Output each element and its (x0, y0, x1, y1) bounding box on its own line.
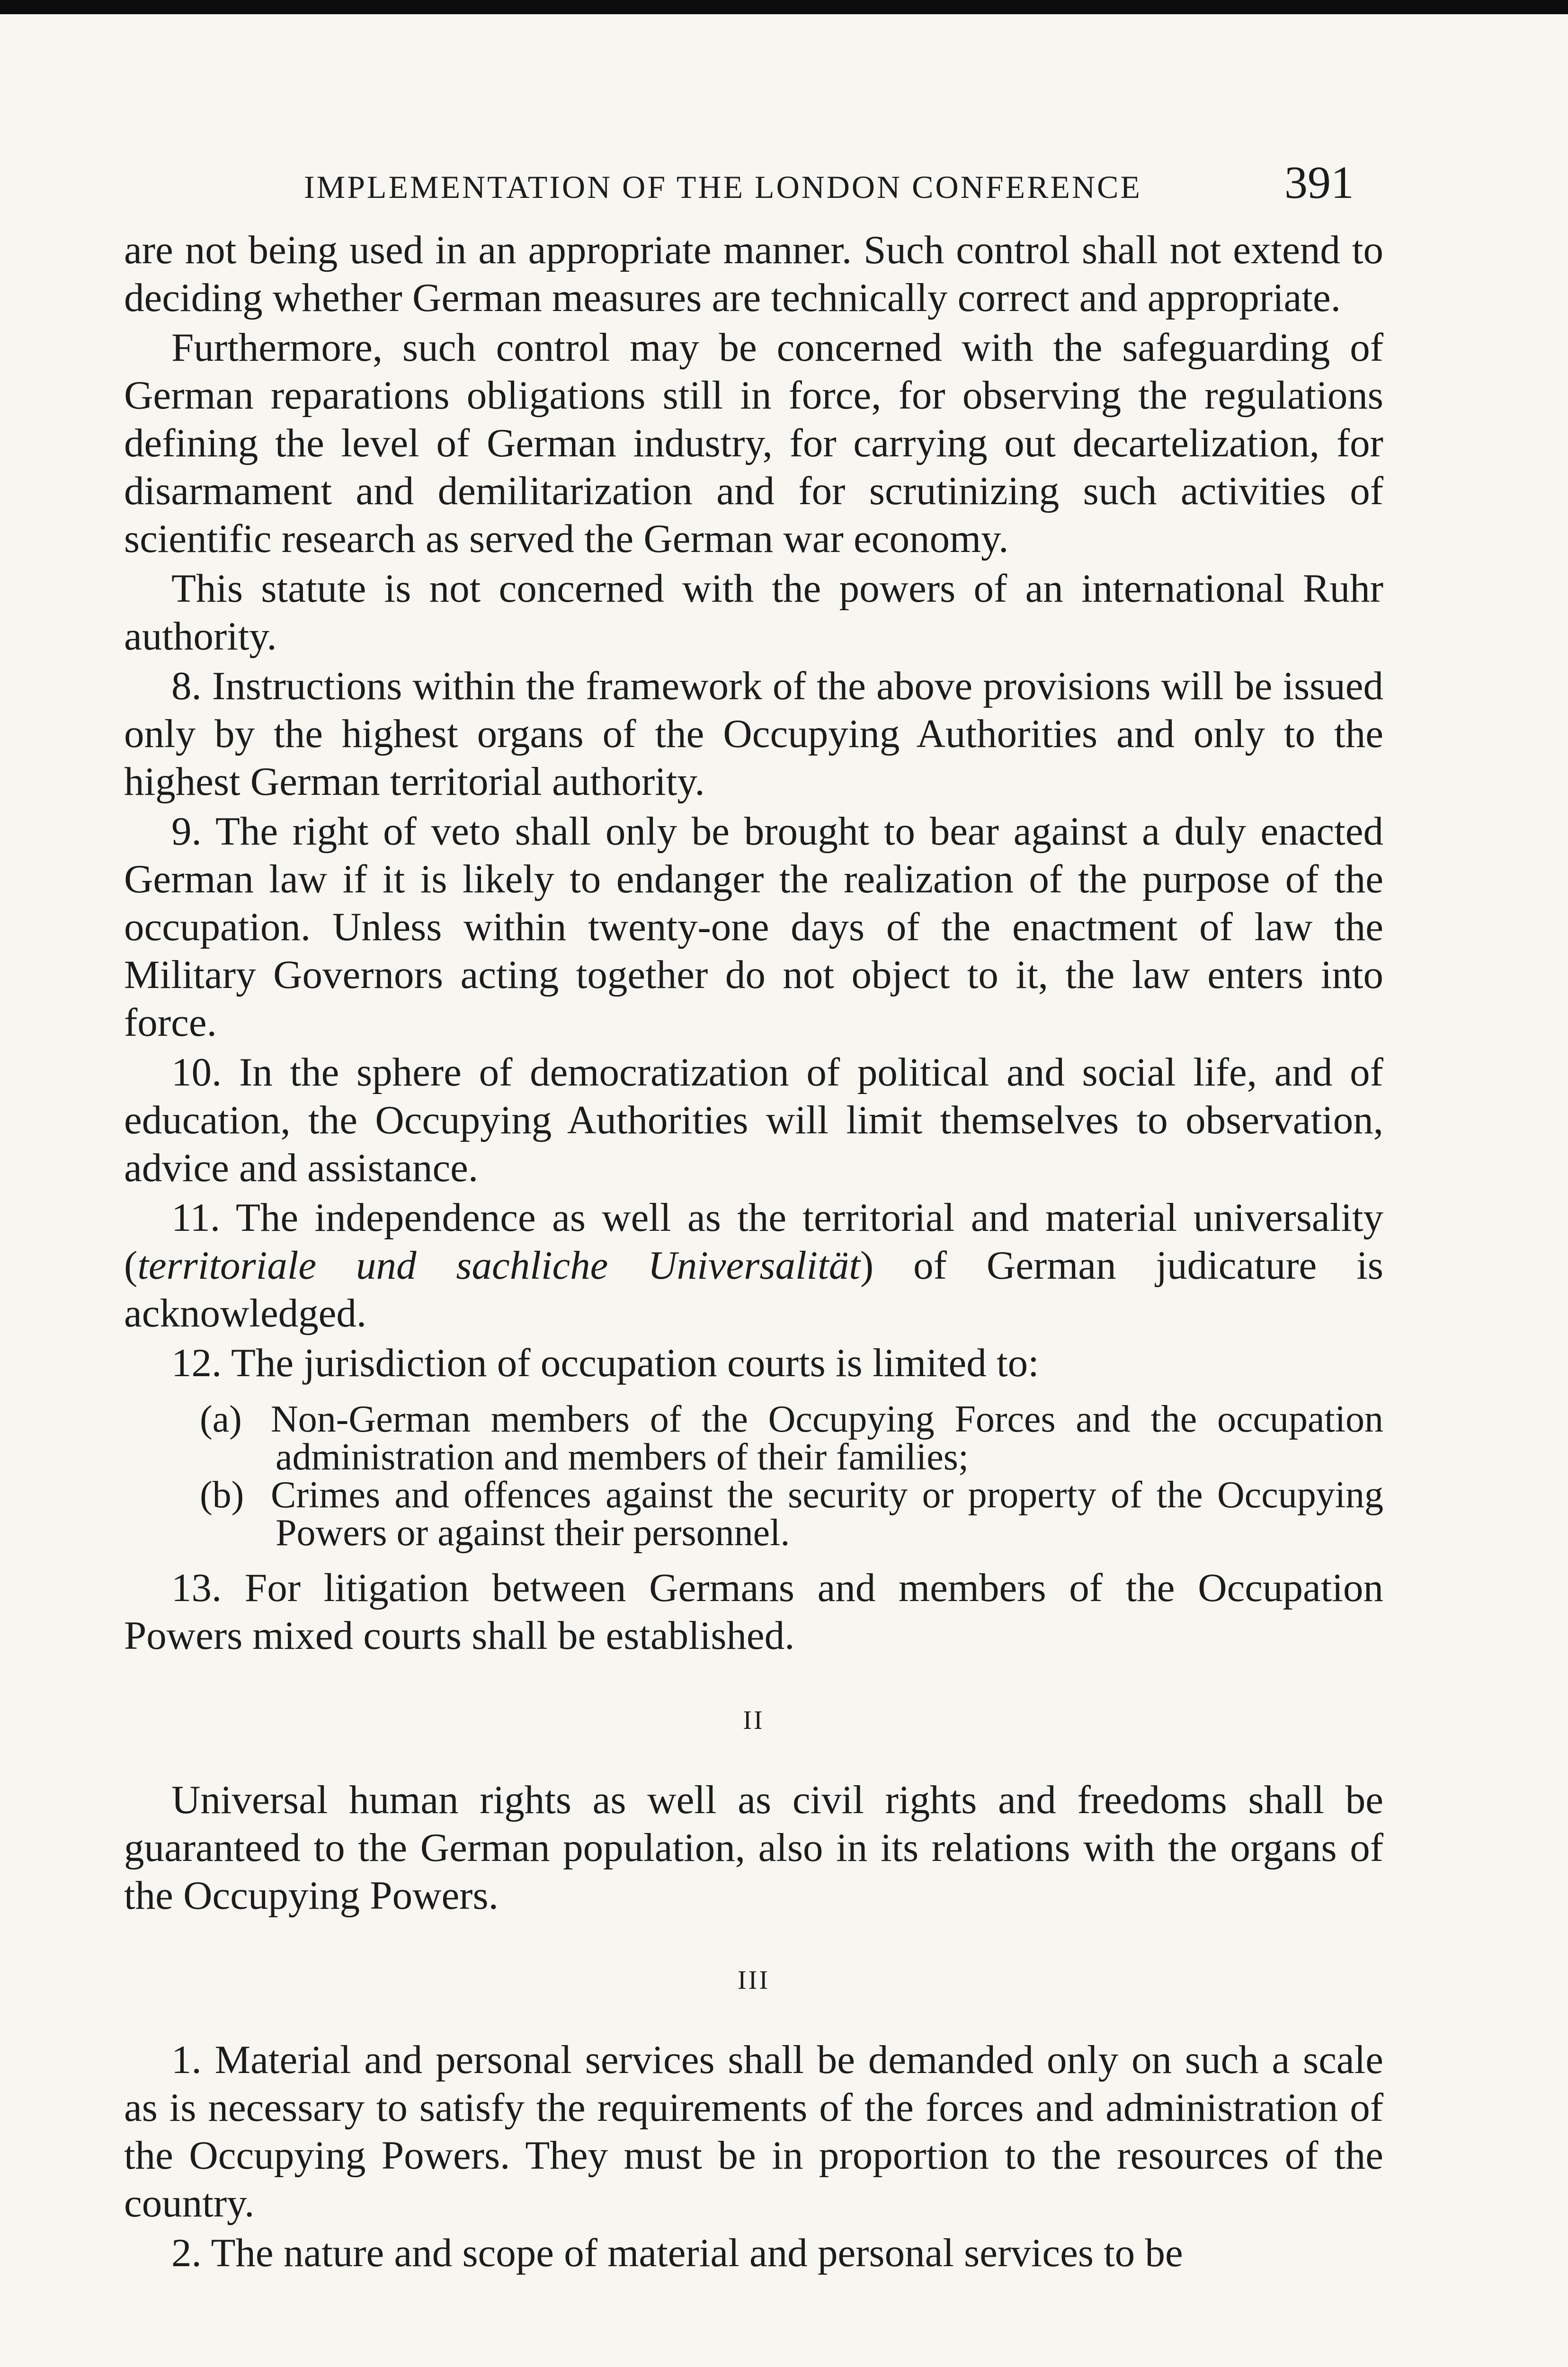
paragraph-item-11 (124, 1194, 1383, 1337)
section-heading-ii: II (743, 1706, 765, 1735)
list-item (124, 1476, 1383, 1552)
page-number: 391 (1284, 157, 1354, 208)
list-item-text: Non-German members of the Occupying Forces and the occupation administration and members of their families; (271, 1398, 1383, 1478)
item-11-text-end: ) of German judicature is acknowledged. (124, 1243, 1383, 1335)
paragraph-item-12: 12. The jurisdiction of occupation courts is limited to: (171, 1341, 1039, 1385)
list-item-marker: (b) (200, 1474, 244, 1516)
section-heading-iii: III (738, 1966, 770, 1995)
list-item-marker: (a) (200, 1398, 242, 1440)
running-header (124, 156, 1383, 209)
paragraph-control-scope: Furthermore, such control may be concerned with the safeguarding of German reparations obligations still in force, for observing the regulations defining the level of German industry, for carrying out decartelization, for disarmament and demilitarization and for scrutinizing such activities of scientific research as served the German war economy. (124, 325, 1383, 561)
running-title: IMPLEMENTATION OF THE LONDON CONFERENCE (304, 169, 1142, 205)
body-text (124, 226, 1383, 2277)
paragraph-item-9: 9. The right of veto shall only be brought to bear against a duly enacted German law if it is likely to endanger the realization of the purpose of the occupation. Unless within twenty-one days of the enactment of law the Military Governors acting together do not object to it, the law enters into force. (124, 809, 1383, 1045)
paragraph-item-8: 8. Instructions within the framework of the above provisions will be issued only by the highest organs of the Occupying Authorities and only to the highest German territorial authority. (124, 664, 1383, 804)
paragraph-continuation: are not being used in an appropriate manner. Such control shall not extend to deciding whether German measures are technically correct and appropriate. (124, 228, 1383, 320)
list-item-text: Crimes and offences against the security or property of the Occupying Powers or against their personnel. (271, 1474, 1383, 1554)
paragraph-services-2: 2. The nature and scope of material and personal services to be (171, 2231, 1183, 2275)
paragraph-item-13: 13. For litigation between Germans and members of the Occupation Powers mixed courts shall be established. (124, 1566, 1383, 1658)
scan-top-border (0, 0, 1568, 14)
item-11-italic-term: territoriale und sachliche Universalität (137, 1243, 860, 1288)
jurisdiction-list (124, 1400, 1383, 1552)
list-item (124, 1400, 1383, 1476)
document-page (124, 156, 1383, 2279)
paragraph-item-10: 10. In the sphere of democratization of political and social life, and of education, the Occupying Authorities will limit themselves to observation, advice and assistance. (124, 1050, 1383, 1190)
paragraph-human-rights: Universal human rights as well as civil rights and freedoms shall be guaranteed to the German population, also in its relations with the organs of the Occupying Powers. (124, 1778, 1383, 1918)
paragraph-ruhr-authority: This statute is not concerned with the powers of an international Ruhr authority. (124, 566, 1383, 658)
paragraph-services-1: 1. Material and personal services shall be demanded only on such a scale as is necessary to satisfy the requirements of the forces and administration of the Occupying Powers. They must be in proportion to the resources of the country. (124, 2038, 1383, 2225)
item-11-text-start: 11. The independence as well as the territorial and material universality ( (124, 1195, 1383, 1288)
